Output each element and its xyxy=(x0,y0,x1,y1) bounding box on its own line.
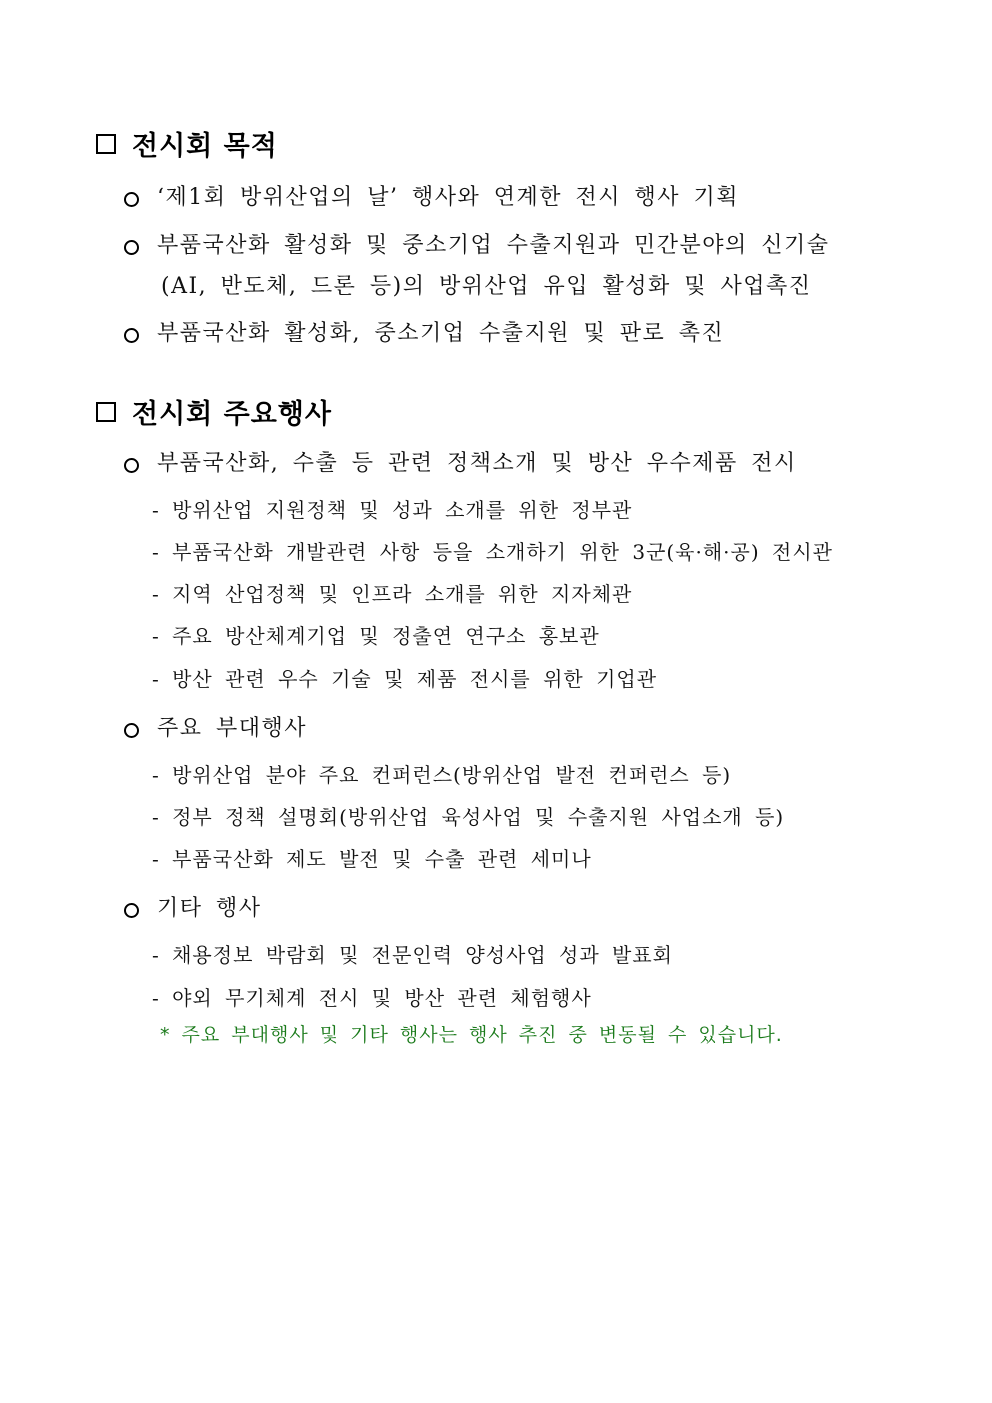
bullet-item xyxy=(124,234,830,307)
bullet-item xyxy=(124,322,724,354)
footnote: * 주요 부대행사 및 기타 행사는 행사 추진 중 변동될 수 있습니다. xyxy=(160,1024,783,1046)
dash-item: - 부품국산화 개발관련 사항 등을 소개하기 위한 3군(육·해·공) 전시관 xyxy=(152,540,833,564)
dash-item: - 방위산업 지원정책 및 성과 소개를 위한 정부관 xyxy=(152,498,633,522)
section-heading-text: 전시회 목적 xyxy=(132,131,278,162)
checkbox-square-icon xyxy=(96,402,116,422)
circle-bullet-icon xyxy=(124,723,139,738)
dash-item: - 정부 정책 설명회(방위산업 육성사업 및 수출지원 사업소개 등) xyxy=(152,805,785,829)
bullet-text: 주요 부대행사 xyxy=(157,716,308,741)
bullet-text-continuation: (AI, 반도체, 드론 등)의 방위산업 유입 활성화 및 사업촉진 xyxy=(161,274,812,299)
circle-bullet-icon xyxy=(124,240,139,255)
dash-item: - 지역 산업정책 및 인프라 소개를 위한 지자체관 xyxy=(152,582,633,606)
circle-bullet-icon xyxy=(124,903,139,918)
circle-bullet-icon xyxy=(124,328,139,343)
circle-bullet-icon xyxy=(124,458,139,473)
dash-item: - 방위산업 분야 주요 컨퍼런스(방위산업 발전 컨퍼런스 등) xyxy=(152,763,732,787)
bullet-text: 부품국산화 활성화, 중소기업 수출지원 및 판로 촉진 xyxy=(157,321,725,346)
bullet-item xyxy=(124,186,739,218)
dash-item: - 채용정보 박람회 및 전문인력 양성사업 성과 발표회 xyxy=(152,943,673,967)
section-heading-purpose xyxy=(96,124,278,163)
bullet-item xyxy=(124,452,797,484)
section-heading-text: 전시회 주요행사 xyxy=(132,399,332,430)
dash-item: - 부품국산화 제도 발전 및 수출 관련 세미나 xyxy=(152,847,592,871)
bullet-text: 부품국산화, 수출 등 관련 정책소개 및 방산 우수제품 전시 xyxy=(157,451,797,476)
bullet-item xyxy=(124,717,307,749)
circle-bullet-icon xyxy=(124,192,139,207)
bullet-text: 부품국산화 활성화 및 중소기업 수출지원과 민간분야의 신기술 xyxy=(157,233,830,258)
dash-item: - 방산 관련 우수 기술 및 제품 전시를 위한 기업관 xyxy=(152,667,658,691)
dash-item: - 주요 방산체계기업 및 정출연 연구소 홍보관 xyxy=(152,624,600,648)
bullet-item xyxy=(124,897,262,929)
bullet-text: ‘제1회 방위산업의 날’ 행사와 연계한 전시 행사 기획 xyxy=(157,185,739,210)
checkbox-square-icon xyxy=(96,134,116,154)
dash-item: - 야외 무기체계 전시 및 방산 관련 체험행사 xyxy=(152,986,592,1010)
section-heading-main-events xyxy=(96,392,332,431)
bullet-text: 기타 행사 xyxy=(157,896,262,921)
